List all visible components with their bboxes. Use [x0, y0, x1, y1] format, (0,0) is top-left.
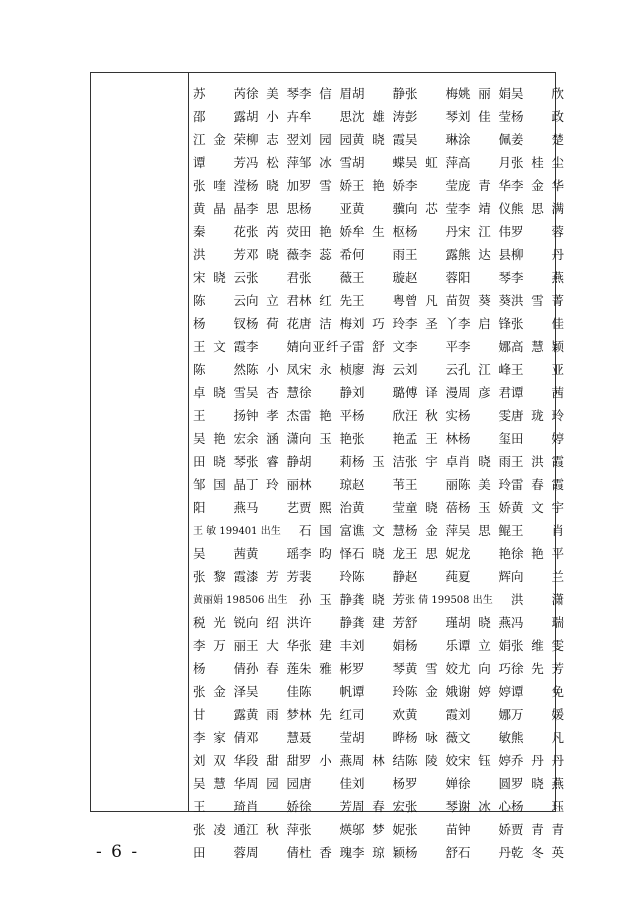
name-cell: 杨 雯	[458, 407, 511, 423]
name-cell: 卓晓雪	[193, 384, 246, 400]
name-cell: 邓晓薇	[246, 246, 299, 262]
name-cell: 杨 珏	[511, 798, 564, 814]
name-cell: 牟生枢	[352, 223, 405, 239]
name-cell: 李 平	[405, 338, 458, 354]
name-cell: 廖海云	[352, 361, 405, 377]
name-cell: 江金荣	[193, 131, 246, 147]
name-cell: 吴虹萍	[405, 154, 458, 170]
name-cell: 许 静	[299, 614, 352, 630]
name-cell: 熊思满	[511, 200, 564, 216]
table-row	[189, 472, 564, 495]
name-cell: 刘园园	[299, 131, 352, 147]
name-cell: 苏 芮	[193, 85, 246, 101]
name-cell: 李 燕	[511, 269, 564, 285]
name-cell: 王 扬	[193, 407, 246, 423]
name-cell: 杨荷花	[246, 315, 299, 331]
name-cell: 夏 辉	[458, 568, 511, 584]
name-cell: 洪 芳	[193, 246, 246, 262]
table-row	[189, 794, 564, 817]
name-cell: 胡 晔	[352, 729, 405, 745]
name-cell: 周林结	[352, 752, 405, 768]
name-cell: 张建丰	[299, 637, 352, 653]
name-cell: 胡 莉	[299, 453, 352, 469]
name-cell: 柳志翌	[246, 131, 299, 147]
name-cell: 段甜甜	[246, 752, 299, 768]
name-cell: 杨晓加	[246, 177, 299, 193]
name-cell: 陈 静	[352, 568, 405, 584]
name-cell: 贾熙治	[299, 499, 352, 515]
table-row	[189, 771, 564, 794]
table-row	[189, 449, 564, 472]
name-cell: 雷艳平	[299, 407, 352, 423]
name-cell: 李思思	[246, 200, 299, 216]
name-cell: 黄晶晶	[193, 200, 246, 216]
name-cell: 石 丹	[458, 844, 511, 860]
name-cell: 孙玉静	[299, 591, 352, 607]
name-cell: 万 媛	[511, 706, 564, 722]
table-row	[189, 403, 564, 426]
name-cell: 杨 舒	[405, 844, 458, 860]
name-cell: 吴思鲲	[458, 522, 511, 538]
name-cell: 沈雄涛	[352, 108, 405, 124]
name-cell: 胡 蝶	[352, 154, 405, 170]
name-cell: 李靖仪	[458, 200, 511, 216]
name-cell: 李信眉	[299, 85, 352, 101]
name-cell: 林先红	[299, 706, 352, 722]
name-cell: 吴 琳	[405, 131, 458, 147]
name-cell: 向芯莹	[405, 200, 458, 216]
name-cell: 雷春霞	[511, 476, 564, 492]
name-cell: 陈美玲	[458, 476, 511, 492]
name-cell: 向亚纤子	[299, 338, 352, 354]
name-cell: 林红先	[299, 292, 352, 308]
name-cell: 刘佳莹	[458, 108, 511, 124]
name-cell: 邹国晶	[193, 476, 246, 492]
name-cell: 陈金娥	[405, 683, 458, 699]
name-cell: 林 琼	[299, 476, 352, 492]
name-cell: 刘双华	[193, 752, 246, 768]
name-cell: 税光锐	[193, 614, 246, 630]
name-cell: 徐美琴	[246, 85, 299, 101]
name-cell: 谭 免	[511, 683, 564, 699]
name-cell: 李万丽	[193, 637, 246, 653]
name-cell: 龚建芳	[352, 614, 405, 630]
name-cell: 李圣丫	[405, 315, 458, 331]
table-row	[189, 633, 564, 656]
table-row	[189, 679, 564, 702]
name-cell: 余涵潇	[246, 430, 299, 446]
table-row	[189, 334, 564, 357]
name-cell: 张睿静	[246, 453, 299, 469]
name-cell: 陈 然	[193, 361, 246, 377]
name-cell: 李 莹	[405, 177, 458, 193]
name-cell: 徐艳平	[511, 545, 564, 561]
name-cell: 宋晓云	[193, 269, 246, 285]
name-cell: 朱雅彬	[299, 660, 352, 676]
table-row	[189, 840, 564, 863]
name-cell: 黄雨梦	[246, 706, 299, 722]
name-cell: 陈陵姣	[405, 752, 458, 768]
name-cell: 唐洁梅	[299, 315, 352, 331]
name-cell: 贾青青	[511, 821, 564, 837]
name-cell: 乾冬英	[511, 844, 564, 860]
name-cell: 向绍洪	[246, 614, 299, 630]
name-cell: 吴 佳	[246, 683, 299, 699]
name-cell: 黄雪姣	[405, 660, 458, 676]
name-cell: 刘 娜	[458, 706, 511, 722]
name-cell: 杜香瑰	[299, 844, 352, 860]
name-cell: 王思妮	[405, 545, 458, 561]
name-cell: 张维雯	[511, 637, 564, 653]
name-cell: 何 雨	[352, 246, 405, 262]
name-cell: 杨 玺	[458, 430, 511, 446]
name-cell: 姜 楚	[511, 131, 564, 147]
name-cell: 谭立娟	[458, 637, 511, 653]
page-number: - 6 -	[96, 842, 140, 862]
table-row	[189, 380, 564, 403]
name-cell: 宋江伟	[458, 223, 511, 239]
table-row	[189, 173, 564, 196]
name-cell: 杨 倩	[193, 660, 246, 676]
name-cell: 杨 政	[511, 108, 564, 124]
table-row	[189, 725, 564, 748]
name-cell: 孟王林	[405, 430, 458, 446]
name-cell: 张 佳	[511, 315, 564, 331]
roster-table	[90, 72, 564, 860]
name-cell: 王 璇	[352, 269, 405, 285]
name-cell: 庞青华	[458, 177, 511, 193]
name-cell: 李家倩	[193, 729, 246, 745]
name-cell: 钟孝杰	[246, 407, 299, 423]
name-cell: 谢冰心	[458, 798, 511, 814]
table-row	[189, 265, 564, 288]
name-cell: 石国富	[299, 522, 352, 538]
name-cell: 李金华	[511, 177, 564, 193]
name-cell: 姚丽娟	[458, 85, 511, 101]
name-cell: 司 欢	[352, 706, 405, 722]
name-cell: 徐 圆	[458, 775, 511, 791]
name-cell: 邓 慧	[246, 729, 299, 745]
name-cell: 张喹滢	[193, 177, 246, 193]
name-cell: 王 丽	[405, 476, 458, 492]
name-cell: 杨 乐	[405, 637, 458, 653]
name-cell: 王 肖	[511, 522, 564, 538]
name-cell: 罗晓燕	[511, 775, 564, 791]
name-cell: 周 倩	[246, 844, 299, 860]
name-cell: 王 亚	[511, 361, 564, 377]
name-cell: 谭 茜	[511, 384, 564, 400]
name-cell: 刘 璐	[352, 384, 405, 400]
table-row	[189, 127, 564, 150]
name-cell: 冯松萍	[246, 154, 299, 170]
name-cell: 熊 凡	[511, 729, 564, 745]
name-cell: 舒 瑾	[405, 614, 458, 630]
name-cell: 高 月	[458, 154, 511, 170]
name-cell: 洪 潇	[511, 591, 564, 607]
table-row	[189, 495, 564, 518]
name-cell: 马 艺	[246, 499, 299, 515]
name-cell: 向 兰	[511, 568, 564, 584]
name-cell: 周彦君	[458, 384, 511, 400]
name-cell: 赵 莼	[405, 568, 458, 584]
name-cell: 乔丹丹	[511, 752, 564, 768]
name-cell: 刘巧玲	[352, 315, 405, 331]
name-cell: 谯文慧	[352, 522, 405, 538]
name-cell: 汪秋实	[405, 407, 458, 423]
name-cell: 尤向巧	[458, 660, 511, 676]
table-row	[189, 196, 564, 219]
name-cell: 王 琦	[193, 798, 246, 814]
table-row	[189, 610, 564, 633]
name-cell: 杨玉洁	[352, 453, 405, 469]
name-cell: 洪雪菁	[511, 292, 564, 308]
table-row	[189, 564, 564, 587]
name-cell: 阳 琴	[458, 269, 511, 285]
name-cell: 田 婷	[511, 430, 564, 446]
name-cell: 甘 露	[193, 706, 246, 722]
table-row	[189, 702, 564, 725]
name-cell: 黄丽娟 198506 出生	[193, 595, 288, 606]
name-cell: 吴杏慧	[246, 384, 299, 400]
name-cell: 向玉艳	[299, 430, 352, 446]
name-cell: 彭 琴	[405, 108, 458, 124]
name-cell: 傅译漫	[405, 384, 458, 400]
name-cell: 张 薇	[299, 269, 352, 285]
name-list	[189, 81, 564, 863]
name-cell: 杨 钗	[193, 315, 246, 331]
name-cell: 王艳娇	[352, 177, 405, 193]
name-cell: 田艳娇	[299, 223, 352, 239]
name-cell: 李启锋	[458, 315, 511, 331]
name-cell: 李 娜	[458, 338, 511, 354]
name-cell: 张 艳	[352, 430, 405, 446]
name-cell: 王 敏 199401 出生	[193, 526, 281, 537]
name-cell: 王洪霞	[511, 453, 564, 469]
table-row	[189, 288, 564, 311]
name-cell: 肖 娇	[246, 798, 299, 814]
name-cell: 罗 婵	[405, 775, 458, 791]
name-cell: 杨 亚	[299, 200, 352, 216]
name-cell: 柳 丹	[511, 246, 564, 262]
table-row	[189, 81, 564, 104]
name-cell: 徐先芳	[511, 660, 564, 676]
name-cell: 黄文宇	[511, 499, 564, 515]
name-cell: 阳 燕	[193, 499, 246, 515]
table-row	[189, 426, 564, 449]
name-cell: 田晓琴	[193, 453, 246, 469]
name-cell: 黄 骥	[352, 200, 405, 216]
name-cell: 张 煐	[299, 821, 352, 837]
name-cell: 刘 云	[405, 361, 458, 377]
name-cell: 漆芳芳	[246, 568, 299, 584]
name-cell: 黄 霞	[405, 706, 458, 722]
name-cell: 宋永桢	[299, 361, 352, 377]
name-cell: 胡 静	[352, 85, 405, 101]
name-cell: 童晓蓓	[405, 499, 458, 515]
name-cell: 江秋萍	[246, 821, 299, 837]
name-cell: 肖晓雨	[458, 453, 511, 469]
name-cell: 田 蓉	[193, 844, 246, 860]
table-row	[189, 311, 564, 334]
name-cell: 杨 丹	[405, 223, 458, 239]
name-cell: 李蕊希	[299, 246, 352, 262]
name-cell: 钟 娇	[458, 821, 511, 837]
table-row	[189, 817, 564, 840]
table-row	[189, 587, 564, 610]
name-cell: 黄晓霞	[352, 131, 405, 147]
name-cell: 胡晓燕	[458, 614, 511, 630]
name-cell: 张 君	[246, 269, 299, 285]
name-cell: 陈小凤	[246, 361, 299, 377]
name-cell: 丁玲丽	[246, 476, 299, 492]
name-cell: 张宇卓	[405, 453, 458, 469]
name-cell: 龚晓芳	[352, 591, 405, 607]
name-cell: 曾凡苗	[405, 292, 458, 308]
table-row	[189, 518, 564, 541]
name-cell: 王大华	[246, 637, 299, 653]
name-cell: 宋钰婷	[458, 752, 511, 768]
name-cell: 黄 瑶	[246, 545, 299, 561]
name-cell: 黄 莹	[352, 499, 405, 515]
name-cell: 刘 杨	[352, 775, 405, 791]
name-cell: 邬梦妮	[352, 821, 405, 837]
name-cell: 王 露	[405, 246, 458, 262]
name-cell: 杨 欣	[352, 407, 405, 423]
name-cell: 张 琴	[405, 798, 458, 814]
name-cell: 孔江峰	[458, 361, 511, 377]
table-row	[189, 150, 564, 173]
name-cell: 罗 琴	[352, 660, 405, 676]
name-cell: 张 苗	[405, 821, 458, 837]
name-cell: 邹冰雪	[299, 154, 352, 170]
name-cell: 唐珑玲	[511, 407, 564, 423]
name-cell: 李琼颖	[352, 844, 405, 860]
name-cell: 张凌通	[193, 821, 246, 837]
name-cell: 唐 佳	[299, 775, 352, 791]
name-cell: 杨金萍	[405, 522, 458, 538]
name-cell: 高慧颖	[511, 338, 564, 354]
table-row	[189, 104, 564, 127]
name-cell: 徐 静	[299, 384, 352, 400]
name-cell: 熊达县	[458, 246, 511, 262]
name-cell: 罗雪娇	[299, 177, 352, 193]
name-cell: 冯 瑞	[511, 614, 564, 630]
name-cell: 雷舒文	[352, 338, 405, 354]
name-cell: 贺葵葵	[458, 292, 511, 308]
name-cell: 陈 帆	[299, 683, 352, 699]
name-cell: 牟 思	[299, 108, 352, 124]
name-cell: 张黎霞	[193, 568, 246, 584]
table-row	[189, 541, 564, 564]
table-row	[189, 357, 564, 380]
name-cell: 邵 露	[193, 108, 246, 124]
name-cell: 石晓龙	[352, 545, 405, 561]
name-cell: 杨玉娇	[458, 499, 511, 515]
name-cell: 徐 芳	[299, 798, 352, 814]
name-cell: 谭 芳	[193, 154, 246, 170]
name-cell: 张桂尘	[511, 154, 564, 170]
name-cell: 龙 艳	[458, 545, 511, 561]
name-cell: 张 梅	[405, 85, 458, 101]
name-cell: 吴 欣	[511, 85, 564, 101]
name-cell: 赵 蓉	[405, 269, 458, 285]
name-cell: 刘 娟	[352, 637, 405, 653]
name-cell: 秦 花	[193, 223, 246, 239]
table-row	[189, 219, 564, 242]
name-cell: 周春宏	[352, 798, 405, 814]
table-row	[189, 242, 564, 265]
name-cell: 王 粤	[352, 292, 405, 308]
name-cell: 吴 茜	[193, 545, 246, 561]
name-cell: 张 倩 199508 出生	[405, 595, 493, 606]
name-cell: 李昀怿	[299, 545, 352, 561]
name-cell: 吴慧华	[193, 775, 246, 791]
name-cell: 张芮荧	[246, 223, 299, 239]
name-cell: 李 婧	[246, 338, 299, 354]
name-cell: 胡小卉	[246, 108, 299, 124]
name-cell: 谭 玲	[352, 683, 405, 699]
table-row	[189, 656, 564, 679]
name-cell: 周园园	[246, 775, 299, 791]
name-cell: 陈 云	[193, 292, 246, 308]
name-cell: 谢婷婷	[458, 683, 511, 699]
name-cell: 王文霞	[193, 338, 246, 354]
table-row	[189, 748, 564, 771]
name-cell: 文 敏	[458, 729, 511, 745]
name-cell: 张金泽	[193, 683, 246, 699]
name-cell: 罗小燕	[299, 752, 352, 768]
name-cell: 涂 佩	[458, 131, 511, 147]
name-cell: 向立君	[246, 292, 299, 308]
name-cell: 孙春莲	[246, 660, 299, 676]
name-cell: 聂 莹	[299, 729, 352, 745]
name-cell: 吴艳宏	[193, 430, 246, 446]
name-cell: 赵 苇	[352, 476, 405, 492]
name-cell: 杨咏薇	[405, 729, 458, 745]
name-cell: 罗 蓉	[511, 223, 564, 239]
name-cell: 裴 玲	[299, 568, 352, 584]
